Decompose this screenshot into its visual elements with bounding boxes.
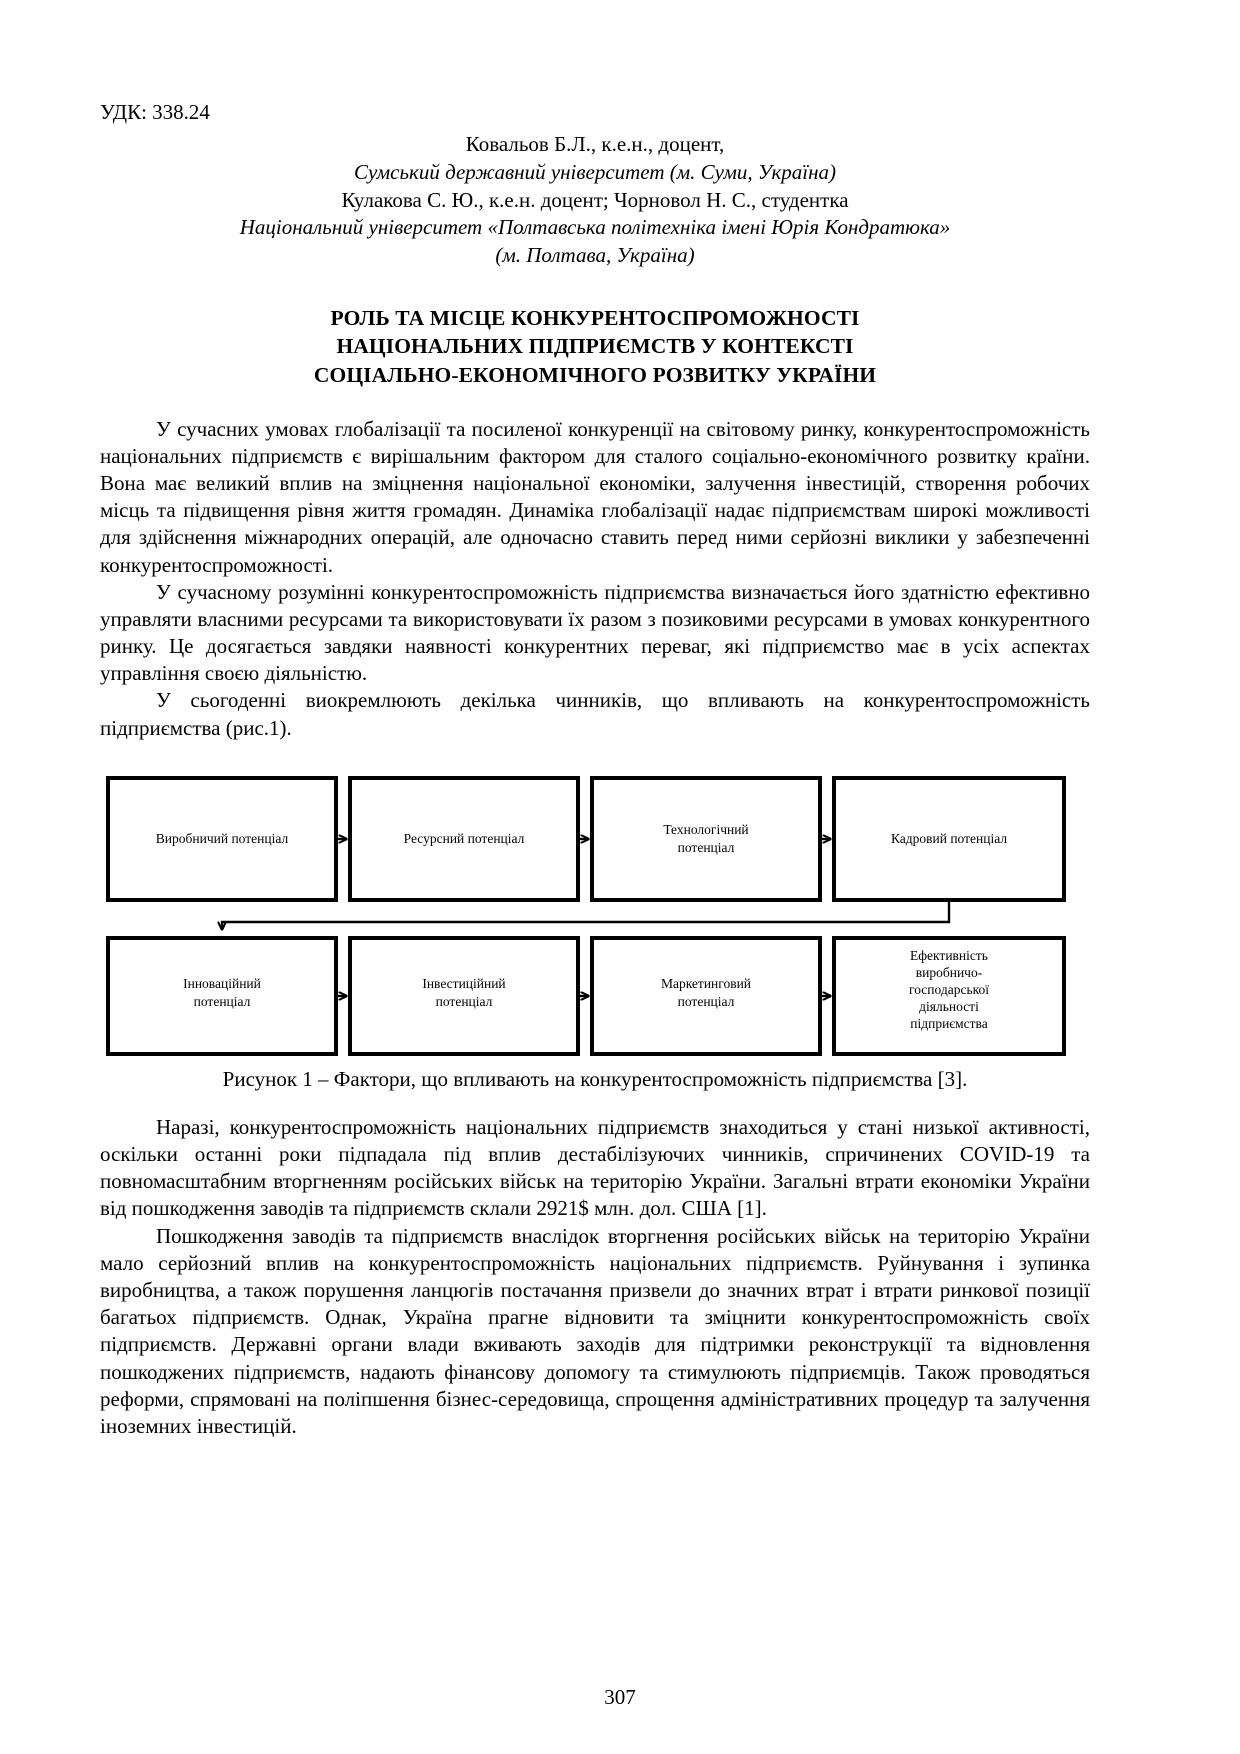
affiliation-line-1: Сумський державний університет (м. Суми, Україна): [353, 159, 837, 184]
udk-code: УДК: 338.24: [100, 100, 210, 124]
box-efficiency-label-1: Ефективність: [910, 947, 988, 963]
author-line-2: Кулакова С. Ю., к.е.н. доцент; Чорновол Н. С., студентка: [341, 187, 849, 212]
box-production-potential-label: Виробничий потенціал: [155, 830, 289, 846]
title-line-2: НАЦІОНАЛЬНИХ ПІДПРИЄМСТВ У КОНТЕКСТІ: [336, 334, 854, 359]
box-technological-potential: [592, 778, 820, 900]
box-efficiency-label-4: діяльності: [919, 998, 979, 1014]
paragraph-4: Наразі, конкурентоспроможність національних підприємств знаходиться у стані низької активності, оскільки останні роки підпадала під вплив дестабілізуючих чинників, спричинених COVID-19 та повномасштабним вторгненням російських військ на територію України. Загальні втрати економіки України від пошкодження заводів та підприємств склали 2921$ млн. дол. США [1].: [100, 1114, 1090, 1221]
paragraph-2: У сучасному розумінні конкурентоспроможність підприємства визначається його здатністю ефективно управляти власними ресурсами та використовувати їх разом з позиковими ресурсами в умовах конкурентного ринку. Це досягається завдяки наявності конкурентних переваг, які підприємство має в усіх аспектах управління своєю діяльністю.: [100, 579, 1090, 686]
box-efficiency-label-2: виробничо-: [915, 964, 983, 980]
paragraph-5: Пошкодження заводів та підприємств внаслідок вторгнення російських військ на територію України мало серйозний вплив на конкурентоспроможність національних підприємств. Руйнування і зупинка виробництва, а також порушення ланцюгів постачання призвели до значних втрат і втрати ринкової позиції багатьох підприємств. Однак, Україна прагне відновити та зміцнити конкурентоспроможність своїх підприємств. Державні органи влади вживають заходів для підтримки реконструкції та відновлення пошкоджених підприємств, надають фінансову допомогу та стимулюють підприємців. Також проводяться реформи, спрямовані на поліпшення бізнес-середовища, спрощення адміністративних процедур та залучення іноземних інвестицій.: [100, 1223, 1090, 1438]
title-line-3: СОЦІАЛЬНО-ЕКОНОМІЧНОГО РОЗВИТКУ УКРАЇНИ: [313, 362, 877, 387]
figure-caption: Рисунок 1 – Фактори, що впливають на конкурентоспроможність підприємства [3].: [222, 1066, 968, 1091]
figure-1: [100, 770, 1090, 1092]
box-marketing-potential-label-2: потенціал: [677, 993, 735, 1009]
authors-block: [100, 131, 1090, 270]
box-technological-potential-label-2: потенціал: [677, 839, 735, 855]
paragraph-1: У сучасних умовах глобалізації та посиленої конкуренції на світовому ринку, конкурентоспроможність національних підприємств є вирішальним фактором для сталого соціально-економічного розвитку країни. Вона має великий вплив на зміцнення національної економіки, залучення інвестицій, створення робочих місць та підвищення рівня життя громадян. Динаміка глобалізації надає підприємствам широкі можливості для здійснення міжнародних операцій, але одночасно ставить перед ними серйозні виклики у забезпеченні конкурентоспроможності.: [100, 416, 1090, 577]
page-title: [100, 304, 1090, 390]
box-innovation-potential-label-2: потенціал: [193, 993, 251, 1009]
factors-flow-diagram: [100, 770, 1090, 1060]
box-innovation-potential-label-1: Інноваційний: [183, 975, 261, 991]
box-efficiency-label-5: підприємства: [910, 1015, 988, 1031]
box-personnel-potential-label: Кадровий потенціал: [890, 830, 1008, 846]
box-investment-potential-label-2: потенціал: [435, 993, 493, 1009]
affiliation-city: (м. Полтава, Україна): [495, 243, 695, 268]
box-technological-potential-label-1: Технологічний: [663, 821, 749, 837]
arrow-wrap-personnel-to-innovation: [222, 900, 949, 930]
affiliation-line-2: Національний університет «Полтавська політехніка імені Юрія Кондратюка»: [239, 215, 951, 240]
box-investment-potential-label-1: Інвестиційний: [422, 975, 506, 991]
box-efficiency-label-3: господарської: [909, 981, 989, 997]
title-line-1: РОЛЬ ТА МІСЦЕ КОНКУРЕНТОСПРОМОЖНОСТІ: [330, 305, 860, 330]
author-line-1: Ковальов Б.Л., к.е.н., доцент,: [465, 132, 725, 157]
box-resource-potential-label: Ресурсний потенціал: [403, 830, 525, 846]
page-number: 307: [604, 1685, 636, 1709]
box-marketing-potential-label-1: Маркетинговий: [660, 975, 752, 991]
paragraph-3: У сьогоденні виокремлюють декілька чинників, що впливають на конкурентоспроможність підприємства (рис.1).: [100, 688, 1090, 740]
